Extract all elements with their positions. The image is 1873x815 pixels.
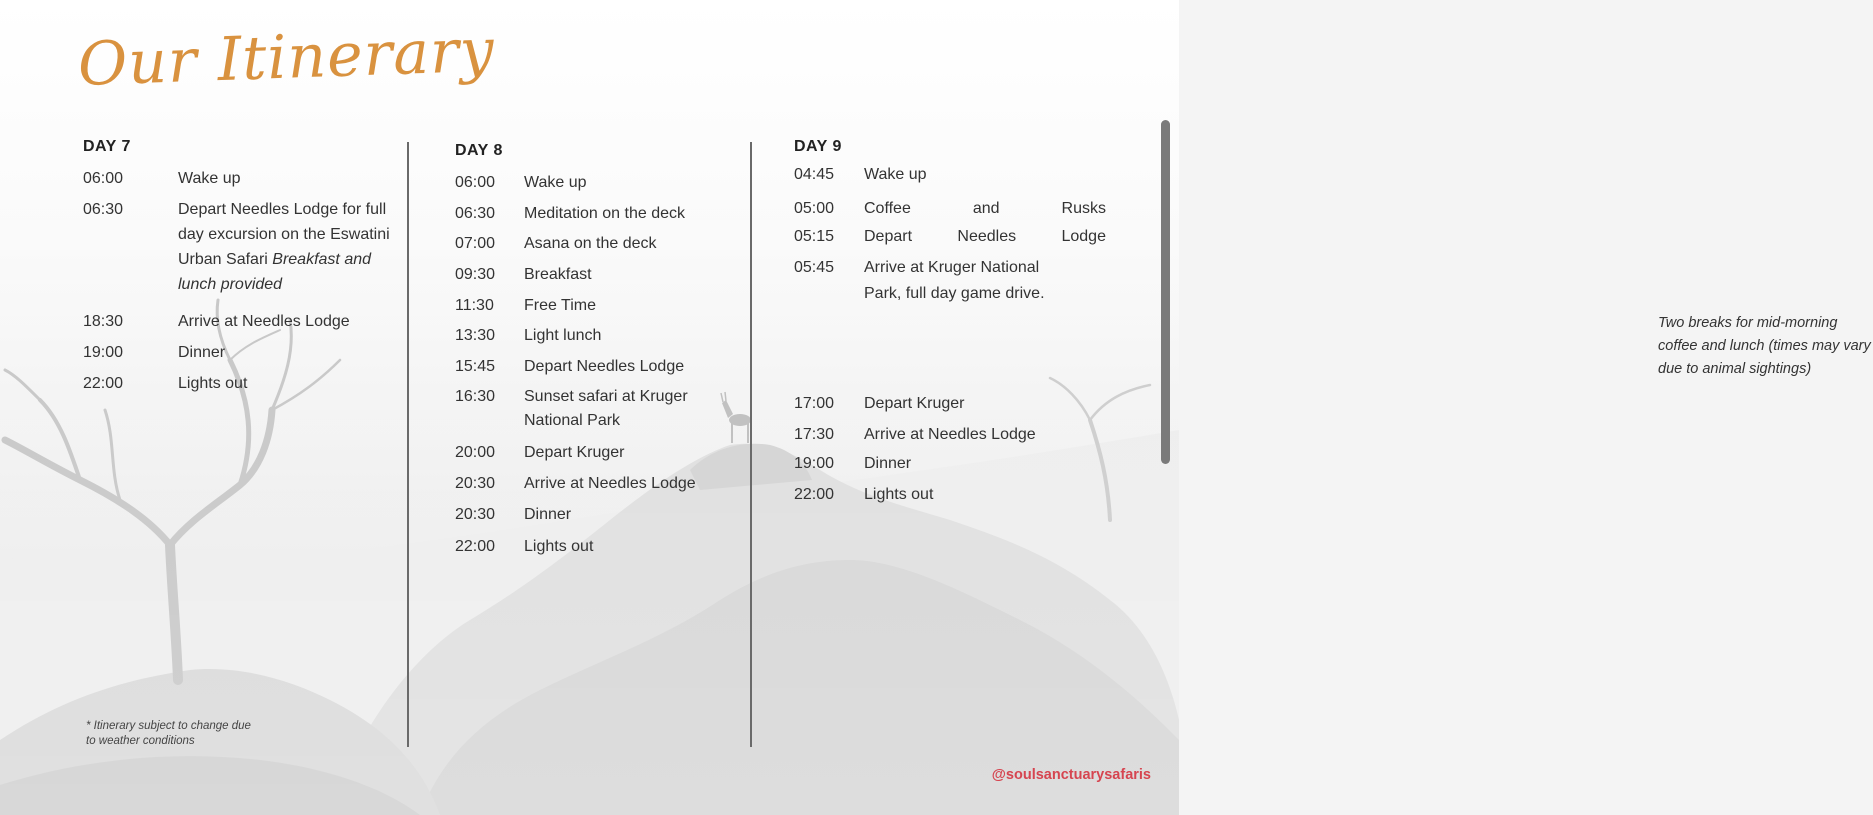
vertical-scrollbar[interactable] — [1161, 120, 1170, 464]
schedule-time: 22:00 — [83, 375, 124, 392]
schedule-description — [864, 196, 1106, 221]
description-word: Needles — [957, 228, 1017, 245]
schedule-description: Wake up — [524, 174, 587, 191]
schedule-time: 22:00 — [794, 486, 835, 503]
schedule-time: 16:30 — [455, 388, 496, 405]
schedule-description: Dinner — [178, 344, 226, 361]
schedule-description: Meditation on the deck — [524, 205, 685, 222]
schedule-time: 06:00 — [83, 170, 124, 187]
schedule-time: 06:00 — [455, 174, 496, 191]
schedule-description: Sunset safari at Kruger National Park — [524, 388, 688, 429]
schedule-time: 20:30 — [455, 506, 496, 523]
schedule-time: 06:30 — [83, 201, 124, 218]
schedule-description: Depart Kruger — [524, 444, 625, 461]
schedule-time: 17:30 — [794, 426, 835, 443]
schedule-description: Lights out — [178, 375, 248, 392]
page-title: Our Itinerary — [76, 15, 496, 100]
description-word: Rusks — [1061, 200, 1106, 217]
day-heading: DAY 8 — [455, 142, 503, 159]
schedule-time: 06:30 — [455, 205, 496, 222]
description-word: Coffee — [864, 200, 911, 217]
schedule-description: Wake up — [864, 166, 927, 183]
schedule-time: 11:30 — [455, 297, 494, 314]
schedule-description: Breakfast — [524, 266, 592, 283]
schedule-description: Wake up — [178, 170, 241, 187]
schedule-description: Arrive at Kruger National Park, full day game drive. — [864, 259, 1045, 302]
schedule-time: 09:30 — [455, 266, 496, 283]
itinerary-footnote: * Itinerary subject to change due to weather conditions — [86, 720, 251, 747]
schedule-time: 05:45 — [794, 259, 835, 276]
schedule-description: Arrive at Needles Lodge — [864, 426, 1036, 443]
schedule-note: Two breaks for mid-morning coffee and lunch (times may vary due to animal sightings) — [1658, 315, 1871, 377]
social-handle[interactable]: @soulsanctuarysafaris — [991, 767, 1151, 783]
schedule-description: Lights out — [524, 538, 594, 555]
schedule-time: 05:00 — [794, 200, 835, 217]
schedule-description: Light lunch — [524, 327, 602, 344]
schedule-time: 13:30 — [455, 327, 496, 344]
schedule-time: 22:00 — [455, 538, 496, 555]
description-word: Lodge — [1061, 228, 1106, 245]
schedule-time: 17:00 — [794, 395, 835, 412]
schedule-description: Arrive at Needles Lodge — [524, 475, 696, 492]
description-word: and — [972, 200, 1000, 217]
schedule-time: 18:30 — [83, 313, 124, 330]
schedule-description: Dinner — [864, 455, 912, 472]
schedule-description: Depart Kruger — [864, 395, 965, 412]
schedule-time: 05:15 — [794, 228, 835, 245]
schedule-time: 07:00 — [455, 235, 496, 252]
schedule-description: Arrive at Needles Lodge — [178, 313, 350, 330]
schedule-time: 15:45 — [455, 358, 496, 375]
schedule-description: Dinner — [524, 506, 572, 523]
schedule-time: 04:45 — [794, 166, 835, 183]
schedule-time: 20:00 — [455, 444, 496, 461]
schedule-description-block — [178, 197, 410, 297]
schedule-description: Asana on the deck — [524, 235, 657, 252]
schedule-description: Lights out — [864, 486, 934, 503]
schedule-time: 19:00 — [794, 455, 835, 472]
day-heading: DAY 7 — [83, 138, 131, 155]
schedule-time: 20:30 — [455, 475, 496, 492]
schedule-time: 19:00 — [83, 344, 124, 361]
schedule-description: Free Time — [524, 297, 597, 314]
description-word: Depart — [864, 228, 913, 245]
schedule-description-italic: Breakfast and lunch provided — [178, 251, 372, 293]
day-heading: DAY 9 — [794, 138, 842, 155]
column-divider-2 — [750, 142, 752, 747]
schedule-description — [864, 224, 1106, 249]
schedule-description: Depart Needles Lodge for full day excursion on the Eswatini Urban Safari — [178, 201, 390, 268]
schedule-description: Depart Needles Lodge — [524, 358, 685, 375]
